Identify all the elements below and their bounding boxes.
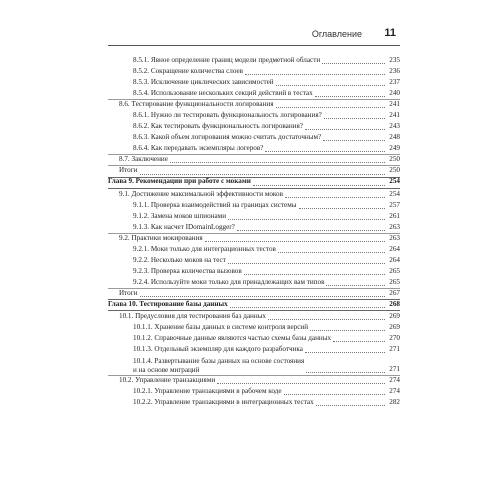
toc-entry-page: 264: [389, 244, 400, 253]
toc-entry-label: 8.5.1. Явное определение границ модели предметной области: [133, 56, 321, 64]
toc-entry-label: 10.1.4. Развертывание базы данных на основе состояния и на основе миграций: [133, 357, 305, 375]
toc-entry-label: 10.1.2. Справочные данные являются частью схемы базы данных: [133, 334, 332, 343]
toc-entry: [108, 244, 400, 255]
toc-leader-dots: [170, 162, 385, 163]
toc-entry-label: 9.1.2. Замена моков шпионами: [133, 211, 227, 220]
toc-entry: [108, 55, 400, 66]
toc-leader-dots: [205, 241, 385, 242]
toc-entry: [108, 110, 400, 121]
toc-leader-dots: [299, 208, 385, 209]
toc-entry-label: 9.2.4. Используйте моки только для принадлежащих вам типов: [133, 277, 325, 286]
toc-entry: [108, 233, 400, 244]
toc-leader-dots: [230, 307, 385, 308]
toc-entry-page: 261: [389, 211, 400, 220]
toc-entry: [108, 311, 400, 322]
toc-entry-label: 9.2.1. Моки только для интеграционных тестов: [133, 244, 276, 253]
toc-entry-page: 282: [389, 398, 400, 407]
toc-entry: [108, 211, 400, 222]
toc-entry-label: 10.2.2. Управление транзакциями в интеграционных тестах: [133, 398, 314, 407]
toc-leader-dots: [217, 383, 385, 384]
toc-entry-page: 269: [389, 323, 400, 332]
toc-entry-page: 271: [389, 345, 400, 354]
toc-entry-page: 270: [389, 334, 400, 343]
toc-entry-page: 236: [389, 67, 400, 76]
toc-entry-page: 237: [389, 78, 400, 87]
toc-entry: [108, 266, 400, 277]
toc-chapter-entry: [108, 177, 400, 189]
toc-entry: [108, 255, 400, 266]
toc-entry: [108, 344, 400, 355]
toc-entry-label: 8.7. Заключение: [119, 155, 168, 164]
toc-entry-label: 9.1.1. Проверка взаимодействий на границах системы: [133, 200, 297, 209]
toc-entry-page: 263: [389, 222, 400, 231]
toc-entry-label: Итоги: [119, 288, 138, 297]
toc-entry-page: 274: [389, 376, 400, 385]
toc-entry-page: 235: [389, 56, 400, 64]
toc-leader-dots: [265, 151, 385, 152]
toc-entry: [108, 143, 400, 154]
toc-entry-label: 10.2. Управление транзакциями: [119, 376, 216, 385]
toc-leader-dots: [276, 85, 385, 86]
toc-entry-page: 254: [389, 189, 400, 198]
toc-entry-label: Итоги: [119, 166, 138, 175]
toc-entry-page: 248: [389, 133, 400, 142]
toc-entry: [108, 277, 400, 288]
toc-leader-dots: [140, 296, 385, 297]
toc-leader-dots: [333, 341, 385, 342]
toc-entry-page: 250: [389, 166, 400, 175]
toc-leader-dots: [268, 319, 385, 320]
toc-leader-dots: [323, 140, 385, 141]
toc-entry: [108, 288, 400, 299]
toc-entry-label: 9.2.3. Проверка количества вызовов: [133, 266, 242, 275]
toc-leader-dots: [306, 372, 385, 373]
toc-entry-label: 8.6. Тестирование функциональности логирования: [119, 100, 274, 109]
toc-leader-dots: [253, 185, 385, 186]
running-header: [108, 26, 400, 44]
toc-entry-page: 265: [389, 277, 400, 286]
running-header-title: Оглавление: [311, 29, 362, 39]
toc-leader-dots: [278, 252, 385, 253]
toc-entry-page: 249: [389, 144, 400, 153]
toc-entry-page: 263: [389, 233, 400, 242]
toc-entry-label: 8.6.1. Нужно ли тестировать функциональность логирования?: [133, 111, 322, 120]
toc-entry-label: 8.5.3. Исключение циклических зависимостей: [133, 78, 274, 87]
toc-entry-page: 268: [389, 299, 400, 308]
toc-leader-dots: [228, 263, 385, 264]
toc-leader-dots: [316, 405, 385, 406]
toc-entry-label: 9.1. Достижение максимальной эффективности моков: [119, 189, 283, 198]
toc-leader-dots: [315, 96, 385, 97]
toc-leader-dots: [244, 274, 385, 275]
toc-entry-label: 10.1. Предусловия для тестирования баз данных: [119, 311, 267, 320]
toc-entry: [108, 132, 400, 143]
table-of-contents: [108, 55, 400, 408]
toc-entry: [108, 121, 400, 132]
toc-entry: [108, 88, 400, 99]
toc-entry-label: 10.1.3. Отдельный экземпляр для каждого разработчика: [133, 345, 303, 354]
toc-entry: [108, 66, 400, 77]
toc-entry-label: 8.6.3. Какой объем логирования можно считать достаточным?: [133, 133, 322, 142]
toc-entry-page: 241: [389, 111, 400, 120]
toc-entry: [108, 375, 400, 386]
toc-entry-page: 265: [389, 266, 400, 275]
toc-leader-dots: [245, 74, 385, 75]
toc-entry: [108, 355, 400, 375]
toc-entry-label: Глава 10. Тестирование базы данных: [108, 299, 228, 308]
toc-leader-dots: [285, 197, 385, 198]
toc-entry-page: 240: [389, 89, 400, 98]
page-number: 11: [384, 27, 396, 39]
toc-leader-dots: [237, 230, 385, 231]
toc-entry-label: 8.6.4. Как передавать экземпляры логеров?: [133, 144, 264, 153]
toc-leader-dots: [310, 330, 385, 331]
toc-entry-label: 8.5.2. Сокращение количества слоев: [133, 67, 244, 76]
toc-entry-page: 274: [389, 387, 400, 396]
toc-entry-page: 269: [389, 311, 400, 320]
toc-entry: [108, 333, 400, 344]
toc-entry-label: 10.2.1. Управление транзакциями в рабочем коде: [133, 387, 282, 396]
toc-entry-label: 9.2.2. Несколько моков на тест: [133, 255, 226, 264]
toc-entry: [108, 397, 400, 408]
toc-entry-label: 10.1.1. Хранение базы данных в системе контроля версий: [133, 323, 309, 332]
toc-leader-dots: [284, 394, 385, 395]
toc-entry: [108, 222, 400, 233]
toc-leader-dots: [140, 174, 385, 175]
toc-entry: [108, 165, 400, 176]
toc-entry-label: Глава 9. Рекомендации при работе с моками: [108, 177, 251, 186]
toc-leader-dots: [326, 285, 385, 286]
toc-entry-page: 243: [389, 122, 400, 131]
toc-entry-page: 254: [389, 177, 400, 186]
toc-entry-page: 271: [389, 365, 400, 374]
toc-leader-dots: [322, 63, 385, 64]
toc-leader-dots: [228, 219, 385, 220]
toc-entry: [108, 99, 400, 110]
toc-leader-dots: [324, 118, 385, 119]
header-rule: [108, 45, 400, 46]
toc-entry-page: 267: [389, 288, 400, 297]
toc-entry: [108, 322, 400, 333]
toc-entry-page: 257: [389, 200, 400, 209]
toc-entry-page: 241: [389, 100, 400, 109]
toc-leader-dots: [276, 107, 386, 108]
toc-leader-dots: [305, 129, 385, 130]
toc-entry-label: 9.1.3. Как насчет IDomainLogger?: [133, 222, 235, 231]
toc-entry: [108, 200, 400, 211]
toc-entry: [108, 154, 400, 165]
toc-entry-label: 9.2. Практики мокирования: [119, 233, 203, 242]
toc-entry-page: 250: [389, 155, 400, 164]
toc-entry-label: 8.5.4. Использование нескольких секций действий в тестах: [133, 89, 313, 98]
toc-leader-dots: [305, 352, 385, 353]
toc-entry: [108, 386, 400, 397]
toc-entry: [108, 77, 400, 88]
toc-chapter-entry: [108, 299, 400, 311]
toc-entry-page: 264: [389, 255, 400, 264]
toc-entry: [108, 189, 400, 200]
toc-entry-label: 8.6.2. Как тестировать функциональность логирования?: [133, 122, 303, 131]
